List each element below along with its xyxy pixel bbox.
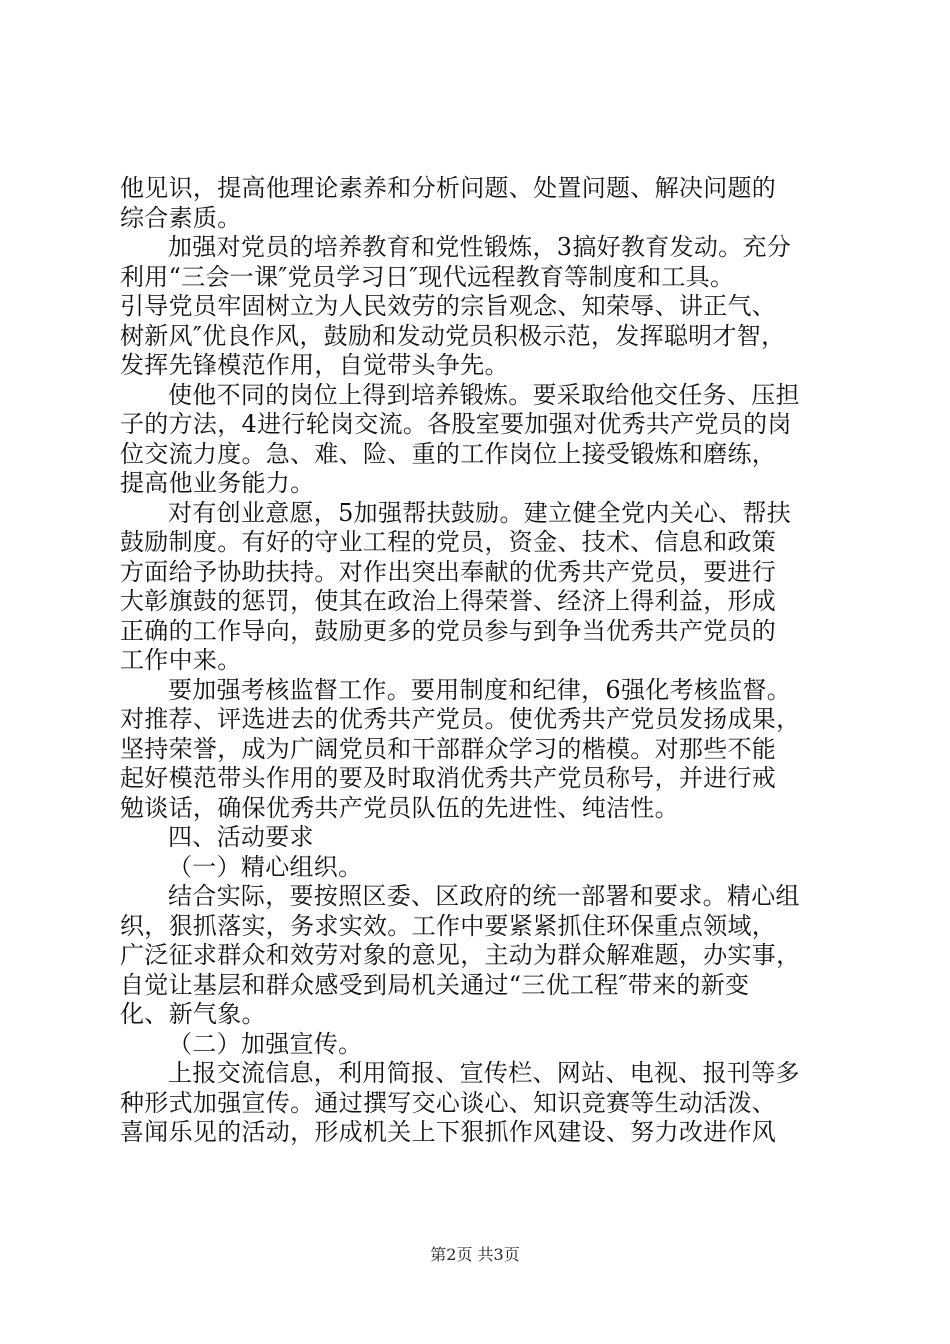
text-line: 引导党员牢固树立为人民效劳的宗旨观念、知荣辱、讲正气、 xyxy=(120,292,777,320)
text-line: 使他不同的岗位上得到培养锻炼。要采取给他交任务、压担 xyxy=(168,380,800,409)
text-line: 织，狠抓落实，务求实效。工作中要紧紧抓住环保重点领域， xyxy=(120,911,777,940)
text-line: 对有创业意愿，5加强帮扶鼓励。建立健全党内关心、帮扶 xyxy=(168,498,792,527)
text-line: 鼓励制度。有好的守业工程的党员，资金、技术、信息和政策 xyxy=(120,528,777,556)
page-number-footer: 第2页 共3页 xyxy=(430,1245,520,1264)
text-line: 工作中来。 xyxy=(120,646,242,674)
text-line: 利用“三会一课″党员学习日″现代远程教育等制度和工具。 xyxy=(120,262,735,291)
text-line: 正确的工作导向，鼓励更多的党员参与到争当优秀共产党员的 xyxy=(120,616,777,645)
text-line: 坚持荣誉，成为广阔党员和干部群众学习的楷模。对那些不能 xyxy=(120,734,777,763)
text-line: 种形式加强宣传。通过撰写交心谈心、知识竞赛等生动活泼、 xyxy=(120,1088,777,1117)
text-line: 自觉让基层和群众感受到局机关通过“三优工程″带来的新变 xyxy=(120,970,750,999)
text-line: 提高他业务能力。 xyxy=(120,469,315,497)
section-heading: 四、活动要求 xyxy=(168,823,314,851)
text-line: 发挥先锋模范作用，自觉带头争先。 xyxy=(120,351,509,379)
text-line: 大彰旗鼓的惩罚，使其在政治上得荣誉、经济上得利益，形成 xyxy=(120,587,777,615)
text-line: 起好模范带头作用的要及时取消优秀共产党员称号，并进行戒 xyxy=(120,764,777,792)
text-line: 子的方法，4进行轮岗交流。各股室要加强对优秀共产党员的岗 xyxy=(120,410,792,438)
text-line: 结合实际，要按照区委、区政府的统一部署和要求。精心组 xyxy=(168,882,800,910)
text-line: 广泛征求群众和效劳对象的意见，主动为群众解难题，办实事， xyxy=(120,941,801,969)
text-line: 喜闻乐见的活动，形成机关上下狠抓作风建设、努力改进作风 xyxy=(120,1118,777,1146)
text-line: 他见识，提高他理论素养和分析问题、处置问题、解决问题的 xyxy=(120,174,777,202)
text-line: 综合素质。 xyxy=(120,203,242,232)
text-line: 树新风″优良作风，鼓励和发动党员积极示范，发挥聪明才智， xyxy=(120,321,786,350)
text-line: 方面给予协助扶持。对作出突出奉献的优秀共产党员，要进行 xyxy=(120,557,777,586)
text-line: 加强对党员的培养教育和党性锻炼，3搞好教育发动。充分 xyxy=(168,233,792,261)
text-line: 上报交流信息，利用简报、宣传栏、网站、电视、报刊等多 xyxy=(168,1059,800,1087)
document-body xyxy=(120,174,832,1148)
subsection-heading: （二）加强宣传。 xyxy=(168,1029,363,1058)
text-line: 对推荐、评选进去的优秀共产党员。使优秀共产党员发扬成果， xyxy=(120,705,801,733)
text-line: 位交流力度。急、难、险、重的工作岗位上接受锻炼和磨练， xyxy=(120,439,777,468)
text-line: 化、新气象。 xyxy=(120,1000,266,1028)
text-line: 勉谈话，确保优秀共产党员队伍的先进性、纯洁性。 xyxy=(120,793,679,822)
subsection-heading: （一）精心组织。 xyxy=(168,852,363,881)
text-line: 要加强考核监督工作。要用制度和纪律，6强化考核监督。 xyxy=(168,675,792,704)
